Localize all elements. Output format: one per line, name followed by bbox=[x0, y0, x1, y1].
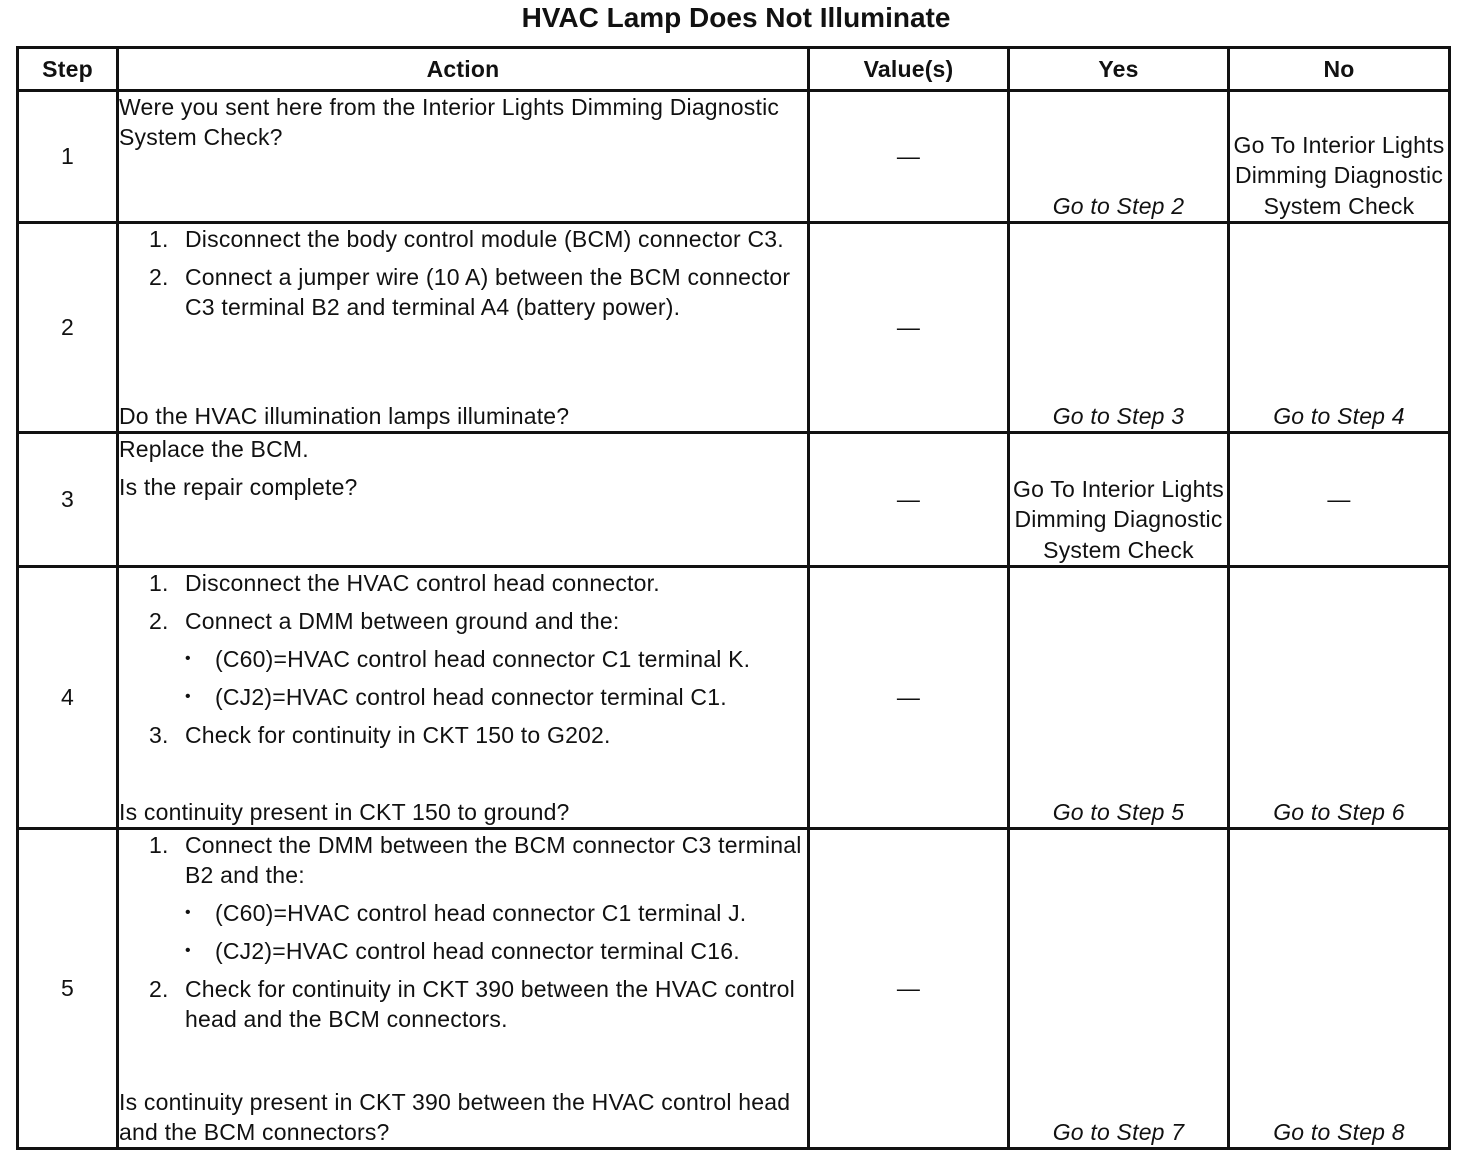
action-question: Do the HVAC illumination lamps illuminate? bbox=[119, 403, 570, 429]
yes-goto: Go to Step 5 bbox=[1052, 798, 1185, 825]
step-index: 1. bbox=[149, 570, 169, 596]
table-row bbox=[18, 223, 1450, 433]
action-step bbox=[119, 262, 807, 322]
step-number: 5 bbox=[18, 829, 118, 1149]
bullet-icon: • bbox=[185, 942, 191, 959]
action-question: Were you sent here from the Interior Lights Dimming Diagnostic System Check? bbox=[119, 94, 780, 150]
action-question: Is continuity present in CKT 150 to ground? bbox=[119, 799, 570, 825]
action-question: Is continuity present in CKT 390 between the HVAC control head and the BCM connectors? bbox=[119, 1089, 791, 1145]
step-text: Check for continuity in CKT 390 between the HVAC control head and the BCM connectors. bbox=[185, 976, 795, 1032]
step-text: Disconnect the HVAC control head connector. bbox=[185, 570, 660, 596]
yes-cell bbox=[1009, 223, 1229, 433]
step-number: 4 bbox=[18, 567, 118, 829]
step-index: 1. bbox=[149, 226, 169, 252]
header-step: Step bbox=[18, 48, 118, 91]
yes-goto: Go to Step 3 bbox=[1052, 402, 1185, 429]
no-cell bbox=[1229, 567, 1450, 829]
value-cell: — bbox=[809, 567, 1009, 829]
no-goto: Go To Interior Lights Dimming Diagnostic System Check bbox=[1233, 131, 1445, 219]
step-index: 2. bbox=[149, 976, 169, 1002]
page-title: HVAC Lamp Does Not Illuminate bbox=[521, 2, 951, 33]
action-cell bbox=[118, 567, 809, 829]
value-cell: — bbox=[809, 433, 1009, 567]
bullet-icon: • bbox=[185, 904, 191, 921]
action-bullet bbox=[119, 644, 807, 674]
header-yes: Yes bbox=[1009, 48, 1229, 91]
action-step bbox=[119, 720, 807, 750]
no-goto: Go to Step 6 bbox=[1273, 798, 1405, 825]
step-number: 1 bbox=[18, 91, 118, 223]
bullet-icon: • bbox=[185, 650, 191, 667]
step-text: Connect a jumper wire (10 A) between the BCM connector C3 terminal B2 and terminal A4 (battery power). bbox=[185, 264, 791, 320]
diagnostic-table bbox=[16, 46, 1451, 1150]
table-row bbox=[18, 829, 1450, 1149]
action-bullet bbox=[119, 936, 807, 966]
action-instruction: Replace the BCM. bbox=[119, 436, 309, 462]
action-cell bbox=[118, 223, 809, 433]
yes-cell bbox=[1009, 433, 1229, 567]
step-number: 3 bbox=[18, 433, 118, 567]
action-step bbox=[119, 224, 807, 254]
value-cell: — bbox=[809, 91, 1009, 223]
step-number: 2 bbox=[18, 223, 118, 433]
step-text: Connect the DMM between the BCM connector C3 terminal B2 and the: bbox=[185, 832, 802, 888]
no-cell bbox=[1229, 223, 1450, 433]
bullet-text: (CJ2)=HVAC control head connector terminal C1. bbox=[215, 684, 727, 710]
no-goto: Go to Step 8 bbox=[1273, 1118, 1405, 1145]
value-cell: — bbox=[809, 829, 1009, 1149]
action-cell bbox=[118, 433, 809, 567]
header-action: Action bbox=[118, 48, 809, 91]
yes-cell bbox=[1009, 829, 1229, 1149]
no-goto: Go to Step 4 bbox=[1273, 402, 1405, 429]
bullet-icon: • bbox=[185, 688, 191, 705]
action-step bbox=[119, 830, 807, 890]
action-bullet bbox=[119, 898, 807, 928]
header-no: No bbox=[1229, 48, 1450, 91]
table-row bbox=[18, 91, 1450, 223]
action-cell bbox=[118, 91, 809, 223]
value-cell: — bbox=[809, 223, 1009, 433]
action-step bbox=[119, 974, 807, 1034]
yes-goto: Go To Interior Lights Dimming Diagnostic System Check bbox=[1013, 475, 1224, 563]
yes-goto: Go to Step 7 bbox=[1052, 1118, 1185, 1145]
step-text: Disconnect the body control module (BCM) connector C3. bbox=[185, 226, 784, 252]
no-cell: — bbox=[1229, 433, 1450, 567]
table-row bbox=[18, 567, 1450, 829]
no-cell bbox=[1229, 829, 1450, 1149]
step-index: 2. bbox=[149, 608, 169, 634]
step-text: Check for continuity in CKT 150 to G202. bbox=[185, 722, 611, 748]
step-index: 3. bbox=[149, 722, 169, 748]
bullet-text: (CJ2)=HVAC control head connector terminal C16. bbox=[215, 938, 740, 964]
yes-goto: Go to Step 2 bbox=[1052, 192, 1185, 219]
step-index: 2. bbox=[149, 264, 169, 290]
table-row bbox=[18, 433, 1450, 567]
action-step bbox=[119, 606, 807, 636]
yes-cell bbox=[1009, 91, 1229, 223]
yes-cell bbox=[1009, 567, 1229, 829]
step-index: 1. bbox=[149, 832, 169, 858]
bullet-text: (C60)=HVAC control head connector C1 terminal J. bbox=[215, 900, 747, 926]
bullet-text: (C60)=HVAC control head connector C1 terminal K. bbox=[215, 646, 751, 672]
no-cell bbox=[1229, 91, 1450, 223]
header-values: Value(s) bbox=[809, 48, 1009, 91]
action-cell bbox=[118, 829, 809, 1149]
header-row bbox=[18, 48, 1450, 91]
action-step bbox=[119, 568, 807, 598]
action-bullet bbox=[119, 682, 807, 712]
action-question: Is the repair complete? bbox=[119, 474, 358, 500]
step-text: Connect a DMM between ground and the: bbox=[185, 608, 620, 634]
